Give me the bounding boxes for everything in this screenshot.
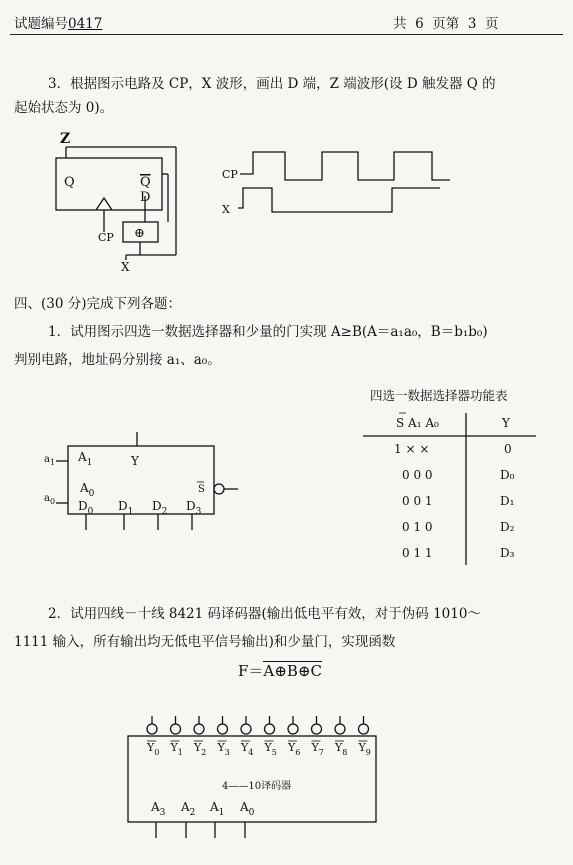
decoder-input-label: $A_1$ [210, 800, 225, 818]
table-row-out: D₀ [500, 468, 515, 482]
output-bubble [147, 724, 157, 734]
exam-code: 0417 [68, 16, 103, 32]
decoder-output-label: $Y_0$ [147, 741, 160, 757]
xor-symbol: ⊕ [134, 226, 145, 241]
output-bubble [335, 724, 345, 734]
mux-a1-label: $A_1$ [78, 450, 93, 468]
page-info: 共 6 页第 3 页 [393, 16, 499, 32]
problem4-1-line1: 1．试用图示四选一数据选择器和少量的门实现 A≥B(A＝a₁a₀，B＝b₁b₀) [48, 324, 488, 340]
output-bubble [359, 724, 369, 734]
output-bubble [218, 724, 228, 734]
output-bubble [171, 724, 181, 734]
table-row-in: 0 0 0 [402, 468, 433, 482]
problem4-1-line2: 判别电路，地址码分别接 a₁、a₀。 [14, 352, 221, 368]
x-label: X [121, 260, 130, 274]
cp-label: CP [98, 231, 114, 244]
z-label: Z [60, 131, 71, 147]
cp-wave-label: CP [222, 168, 238, 181]
table-row-out: D₁ [500, 494, 515, 508]
q-label: Q [64, 175, 75, 190]
table-row-out: D₃ [500, 546, 515, 560]
table-row-in: 1 × × [394, 442, 430, 456]
decoder-output-label: $Y_6$ [288, 741, 301, 757]
decoder-output-label: $Y_7$ [311, 741, 324, 757]
table-row-out: D₂ [500, 520, 515, 534]
table-row-in: 0 1 0 [402, 520, 433, 534]
table-row-in: 0 0 1 [402, 494, 433, 508]
table-title: 四选一数据选择器功能表 [370, 388, 508, 403]
mux-d2-label: $D_2$ [152, 499, 168, 517]
exam-code-label: 试题编号0417 [14, 16, 103, 32]
x-wave-label: X [222, 203, 230, 216]
decoder-output-label: $Y_9$ [358, 741, 371, 757]
problem3-text-line2: 起始状态为 0)。 [14, 100, 114, 116]
table-header-output: Y [502, 416, 510, 430]
decoder-label: 4——10译码器 [222, 781, 292, 792]
decoder-output-label: $Y_4$ [241, 741, 254, 757]
mux-s-label: S [198, 484, 205, 495]
output-bubble [312, 724, 322, 734]
table-header-inputs: S A₁ A₀ [396, 416, 439, 430]
output-bubble [194, 724, 204, 734]
problem4-2-line1: 2．试用四线－十线 8421 码译码器(输出低电平有效，对于伪码 1010～ [48, 606, 481, 622]
output-bubble [288, 724, 298, 734]
table-row-out: 0 [504, 442, 512, 456]
decoder-input-label: $A_0$ [240, 800, 255, 818]
output-bubble [241, 724, 251, 734]
mux-d3-label: $D_3$ [186, 499, 202, 517]
decoder-input-label: $A_2$ [181, 800, 196, 818]
mux-a0-label: $A_0$ [80, 481, 95, 499]
table-row-in: 0 1 1 [402, 546, 433, 560]
output-bubble [265, 724, 275, 734]
decoder-input-label: $A_3$ [151, 800, 166, 818]
problem4-2-line2: 1111 输入，所有输出均无低电平信号输出)和少量门，实现函数 [14, 634, 396, 650]
mux-d1-label: $D_1$ [118, 499, 134, 517]
a0-input: $a_0$ [44, 493, 56, 506]
qbar-label: Q [140, 175, 151, 190]
problem3-text-line1: 3．根据图示电路及 CP，X 波形，画出 D 端，Z 端波形(设 D 触发器 Q 的 [48, 76, 496, 92]
mux-d0-label: $D_0$ [78, 499, 94, 517]
decoder-output-label: $Y_8$ [335, 741, 348, 757]
a1-input: $a_1$ [44, 454, 56, 467]
section4-heading: 四、(30 分)完成下列各题： [14, 296, 182, 312]
decoder-output-label: $Y_2$ [194, 741, 207, 757]
decoder-output-label: $Y_5$ [264, 741, 277, 757]
decoder-output-label: $Y_1$ [170, 741, 183, 757]
decoder-output-label: $Y_3$ [217, 741, 230, 757]
formula: F＝A⊕B⊕C [238, 662, 322, 680]
mux-y-label: Y [131, 454, 139, 468]
d-label: D [140, 190, 151, 205]
